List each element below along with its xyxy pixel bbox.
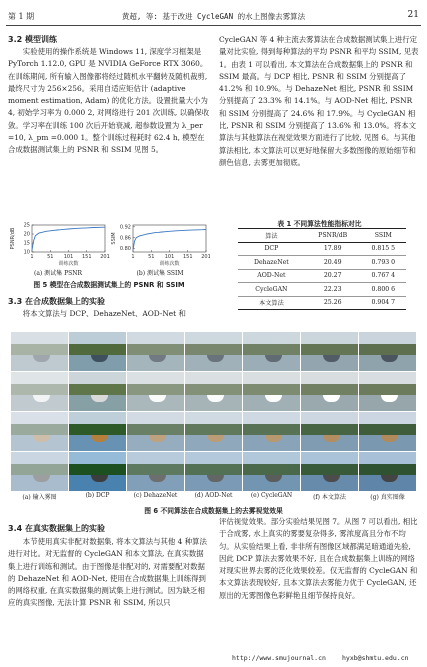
x-tick-label: 101	[164, 254, 175, 260]
running-header	[6, 6, 421, 26]
figure-6-photo	[243, 452, 300, 491]
figure-6-photo	[11, 372, 68, 411]
x-tick-label: 1	[131, 254, 135, 260]
figure-6-photo	[243, 332, 300, 371]
table-cell: 20.49	[305, 256, 361, 270]
y-tick-label: 15	[23, 240, 30, 247]
table-row	[238, 296, 406, 310]
figure-6-label-c: (c) DehazeNet	[133, 492, 178, 499]
figure-6-label-a: (a) 输入雾图	[22, 494, 57, 501]
table-row	[238, 283, 406, 297]
footer-url: http://www.smujournal.cn	[232, 654, 326, 662]
table-cell: 0.800 6	[361, 283, 406, 297]
figure-6-label-g: (g) 真实图像	[370, 494, 405, 501]
plot-frame	[133, 225, 206, 252]
y-tick-label: 20	[23, 231, 30, 238]
table-row	[238, 242, 406, 256]
bottom-right-text	[219, 516, 420, 646]
figure-6-photo	[11, 452, 68, 491]
figure-6-photo	[127, 372, 184, 411]
table-cell: DehazeNet	[238, 256, 305, 270]
x-tick-label: 1	[30, 254, 34, 260]
figure-6-label-f: (f) 本文算法	[313, 494, 346, 501]
y-tick-label: 0.92	[119, 224, 131, 231]
y-tick-label: 0.86	[119, 235, 131, 242]
table-1-header-ssim: SSIM	[361, 229, 406, 243]
section-3-3-text	[8, 308, 210, 320]
section-3-2-paragraph: 实验使用的操作系统是 Windows 11, 深度学习框架是 PyTorch 1.12.0, GPU 是 NVIDIA GeForce RTX 3060。在训练期间, 所有输入图像都将经过随机水平翻转及随机裁剪, 最终尺寸为 256×256。采用自适应矩估计 (adaptive moment estimation, Adam) 的优化方法。设置批量大小为 4, 初始学习率为 0.000 2, 对网络进行 201 次训练, 以确保收敛。学习率在训练 100 次后开始衰减, 超参数设置为 λ_per =10, λ_pm =0.000 1。整个训练过程耗时 62.4 h, 模型在合成数据测试集上的 PSNR 和 SSIM 见图 5。	[8, 47, 210, 155]
figure-5	[8, 222, 210, 268]
section-3-3-paragraph: 将本文算法与 DCP、DehazeNet、AOD-Net 和	[22, 309, 186, 318]
figure-6-photo	[69, 452, 126, 491]
series-line	[32, 227, 105, 250]
chart-panel-ssim	[111, 225, 210, 268]
table-cell: CycleGAN	[238, 283, 305, 297]
table-cell: 0.793 0	[361, 256, 406, 270]
x-tick-label: 151	[182, 254, 193, 260]
figure-6-photo	[127, 412, 184, 451]
table-1-header-algorithm: 算法	[238, 229, 305, 243]
table-1-caption: 表 1 不同算法性能指标对比	[277, 220, 362, 228]
table-row	[238, 269, 406, 283]
figure-6-photo	[69, 412, 126, 451]
table-1-grid	[238, 228, 406, 310]
figure-6-caption: 图 6 不同算法在合成数据集上的去雾视觉效果	[144, 507, 283, 515]
figure-5-charts	[8, 222, 210, 268]
figure-6-labels	[11, 492, 417, 502]
figure-6-photo	[127, 452, 184, 491]
figure-6-photo	[127, 332, 184, 371]
table-cell: 25.26	[305, 296, 361, 310]
figure-6-photo	[69, 372, 126, 411]
figure-6-photo	[359, 372, 416, 411]
figure-6-photo	[301, 332, 358, 371]
table-cell: 0.904 7	[361, 296, 406, 310]
y-axis-label: SSIM	[111, 232, 117, 245]
figure-6-photo	[301, 452, 358, 491]
figure-6-photo	[11, 412, 68, 451]
table-cell: DCP	[238, 242, 305, 256]
section-3-3-title: 3.3 在合成数据集上的实验	[8, 297, 105, 306]
figure-6-photo	[185, 372, 242, 411]
table-row	[238, 256, 406, 270]
figure-5-caption: 图 5 模型在合成数据测试集上的 PSNR 和 SSIM	[33, 281, 185, 289]
x-axis-label: 训练次数	[159, 261, 180, 267]
figure-5b-subcaption: (b) 测试集 SSIM	[136, 270, 184, 277]
section-3-4-text	[8, 536, 210, 646]
y-axis-label: PSNR/dB	[10, 227, 16, 250]
footer-email: hyxb@shmtu.edu.cn	[342, 654, 409, 662]
section-3-2-title: 3.2 模型训练	[8, 35, 57, 44]
x-tick-label: 151	[81, 254, 92, 260]
table-cell: 0.815 5	[361, 242, 406, 256]
section-3-4-title: 3.4 在真实数据集上的实验	[8, 524, 105, 533]
x-tick-label: 51	[148, 254, 155, 260]
figure-6-photo	[243, 372, 300, 411]
table-1	[238, 228, 406, 310]
table-cell: AOD-Net	[238, 269, 305, 283]
running-title: 黄超, 等: 基于改进 CycleGAN 的水上图像去雾算法	[121, 12, 306, 21]
figure-6-photo	[301, 412, 358, 451]
x-tick-label: 201	[201, 254, 210, 260]
x-axis-label: 训练次数	[58, 261, 79, 267]
y-tick-label: 0.80	[119, 246, 131, 253]
table-cell: 本文算法	[238, 296, 305, 310]
series-line	[133, 230, 206, 251]
figure-6-photo	[359, 332, 416, 371]
figure-6-photo	[359, 412, 416, 451]
x-tick-label: 101	[63, 254, 74, 260]
figure-5a-subcaption: (a) 测试集 PSNR	[34, 270, 82, 277]
table-cell: 17.89	[305, 242, 361, 256]
right-column-paragraph: CycleGAN 等 4 种主流去雾算法在合成数据测试集上进行定量对比实验, 得到每种算法的平均 PSNR 和平均 SSIM, 见表 1。由表 1 可以看出, 本文算法在合成数据集上的 PSNR 和 SSIM 最高。与 DCP 相比, PSNR 和 SSIM 分别提高了 41.2% 和 10.9%。与 DehazeNet 相比, PSNR 和 SSIM 分别提高了 23.3% 和 14.1%。与 AOD-Net 相比, PSNR 和 SSIM 分别提高了 24.6% 和 17.9%。与 CycleGAN 相比, PSNR 和 SSIM 分别提高了 13.6% 和 13.0%。将本文算法与其他算法在视觉效果方面进行了比较, 见图 6。与其他算法相比, 本文算法可以更好地保留大多数图像的原始细节和颜色信息, 去雾更加彻底。	[219, 35, 419, 167]
figure-6-photo	[243, 412, 300, 451]
bottom-right-paragraph: 评估视觉效果。部分实验结果见图 7。从图 7 可以看出, 相比于合成雾, 水上真实的雾要复杂得多, 雾浓度高且分布不均匀。从实验结果上看, 非非所有图像区域都满足暗通道先验, 因此 DCP 算法去雾效果不好, 且在合成数据集上训练的网络对现实世界去雾的泛化效果较差。仅无监督的 CycleGAN 和本文算法表现较好, 且本文算法去雾能力优于 CycleGAN, 还原出的无雾图像色彩鲜艳且细节保持良好。	[219, 517, 418, 600]
table-cell: 20.27	[305, 269, 361, 283]
figure-6-photo	[185, 412, 242, 451]
right-column-text	[219, 34, 420, 216]
y-tick-label: 10	[23, 249, 30, 256]
table-cell: 22.23	[305, 283, 361, 297]
section-3-2-text	[8, 46, 210, 222]
issue-label: 第 1 期	[8, 12, 35, 21]
y-tick-label: 25	[23, 222, 30, 229]
section-3-4-paragraph: 本节使用真实非配对数据集, 将本文算法与其他 4 种算法进行对比。对无监督的 CycleGAN 和本文算法, 在真实数据集上进行训练和测试。由于图像是非配对的, 对需要配对数据的 DehazeNet 和 AOD-Net, 使用在合成数据集上训练得到的网络权重, 在真实数据集的测试集上进行测试。因为缺乏相应的真实图像, 无法计算 PSNR 和 SSIM, 所以只	[8, 537, 207, 608]
figure-6-image-grid	[11, 332, 416, 491]
figure-6-label-b: (b) DCP	[85, 492, 110, 499]
x-tick-label: 201	[100, 254, 110, 260]
page-number: 21	[407, 10, 419, 20]
figure-6-photo	[11, 332, 68, 371]
table-cell: 0.767 4	[361, 269, 406, 283]
figure-6-label-d: (d) AOD-Net	[194, 492, 233, 499]
figure-6-photo	[185, 332, 242, 371]
figure-6-label-e: (e) CycleGAN	[250, 492, 293, 499]
x-tick-label: 51	[47, 254, 54, 260]
figure-6-photo	[359, 452, 416, 491]
figure-6-photo	[301, 372, 358, 411]
figure-6-photo	[69, 332, 126, 371]
chart-panel-psnr	[10, 223, 110, 267]
figure-6-photo	[185, 452, 242, 491]
table-1-header-psnr: PSNR/dB	[305, 229, 361, 243]
